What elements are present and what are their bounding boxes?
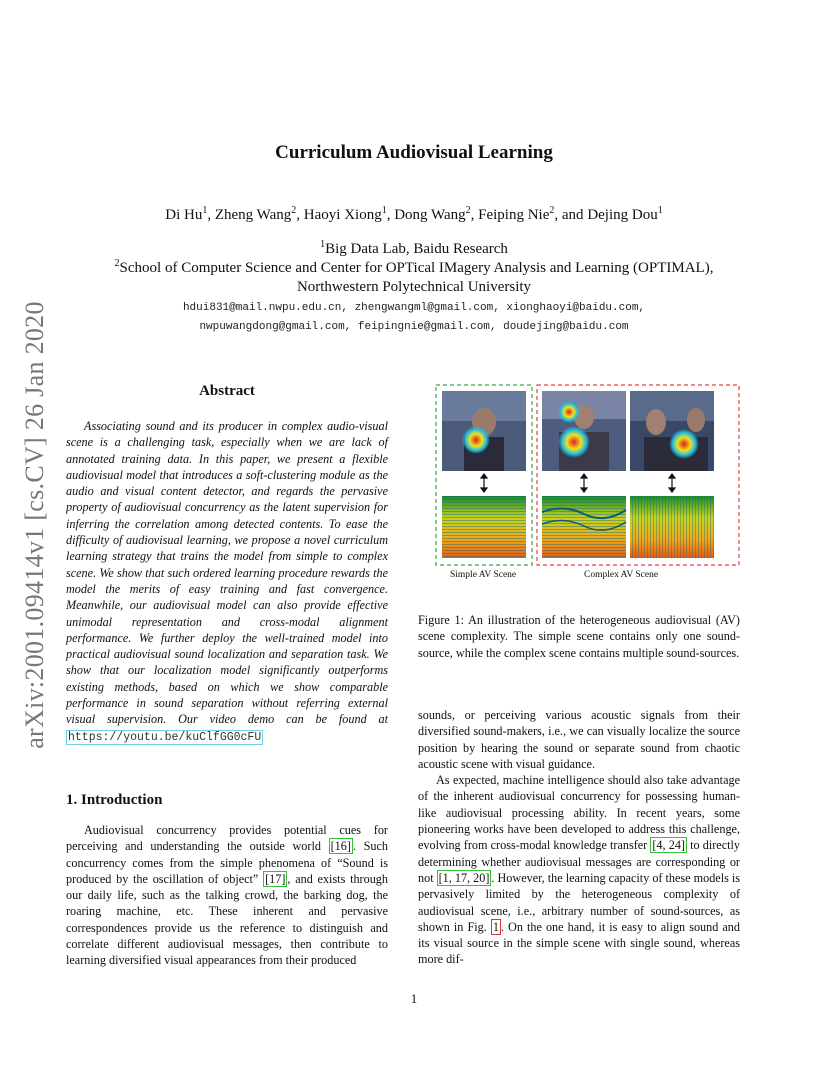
intro-text: Audiovisual concurrency provides potential cues for perceiving and understanding the outside world	[66, 823, 388, 854]
simple-scene-image	[442, 391, 526, 471]
paper-title: Curriculum Audiovisual Learning	[275, 142, 553, 163]
author-affiliation-mark: 2	[465, 205, 471, 216]
affiliation-2-line-2: Northwestern Polytechnical University	[296, 279, 532, 295]
author-list: Di Hu$^1$, Zheng Wang$^2$, Haoyi Xiong$^1$, Dong Wang$^2$, Feiping Nie$^2$, and Dejing Dou$^1$	[165, 205, 663, 223]
complex-scene-image-1	[542, 391, 626, 471]
arxiv-stamp	[10, 290, 60, 760]
affiliation-text: Big Data Lab, Baidu Research	[325, 241, 508, 257]
figure-label-simple: Simple AV Scene	[450, 570, 517, 580]
complex-scene-spectrogram-2	[630, 496, 714, 558]
body-text: . However, the learning capacity of these models is pervasively limited by the heterogeneous complexity of audiovisual scene, i.e., arbitrary number of sound-sources, as shown in Fig.	[418, 870, 740, 934]
author-name: Dong Wang	[394, 207, 466, 223]
abstract-heading: Abstract	[199, 383, 255, 399]
figure-1-caption: Figure 1: An illustration of the heterogeneous audiovisual (AV) scene complexity. The simple scene contains only one sound-source, while the complex scene contains multiple sound-sources.	[418, 613, 740, 660]
simple-scene-spectrogram	[442, 496, 526, 558]
citation-link[interactable]: [16]	[330, 839, 351, 854]
email-line-2: nwpuwangdong@gmail.com, feipingnie@gmail.com, doudejing@baidu.com	[199, 321, 629, 333]
paragraph-continuation: sounds, or perceiving various acoustic signals from their diversified sound-makers, i.e., we can visually localize the source position by hearing the sound or separate sound from chaotic acoustic scene with visual guidance.	[418, 708, 740, 771]
author-name: Feiping Nie	[478, 207, 550, 223]
figure-1	[434, 382, 744, 582]
correspondence-arrows	[481, 474, 675, 492]
affiliation-mark: 1	[320, 239, 326, 250]
complex-scene-image-2	[630, 391, 714, 471]
author-name: Di Hu	[165, 207, 203, 223]
figure-label-complex: Complex AV Scene	[584, 570, 659, 580]
affiliation-2	[0, 260, 828, 277]
section-heading-introduction: 1. Introduction	[66, 792, 163, 808]
affiliation-1	[0, 241, 828, 258]
author-affiliation-mark: 1	[657, 205, 663, 216]
author-affiliation-mark: 2	[291, 205, 297, 216]
affiliation-text: School of Computer Science and Center for OPTical IMagery Analysis and Learning (OPTIMAL),	[119, 260, 714, 276]
affiliation-mark: 2	[114, 258, 120, 269]
page-number: 1	[410, 991, 418, 1006]
citation-link[interactable]: [17]	[265, 871, 286, 886]
figure-reference-link[interactable]: 1	[492, 919, 499, 934]
body-text: As expected, machine intelligence should also take advantage of the inherent audiovisual concurrency for possessing human-like audiovisual processing ability. In recent years, some pioneering works have been developed to address this challenge, evolving from cross-modal knowledge transfer	[418, 773, 740, 853]
author-affiliation-mark: 1	[202, 205, 208, 216]
video-demo-link[interactable]: https://youtu.be/kuClfGG0cFU	[68, 730, 262, 744]
body-text: . On the one hand, it is easy to align sound and its visual source in the simple scene with single sound, whereas more dif-	[418, 919, 740, 967]
author-name: Dejing Dou	[587, 207, 658, 223]
complex-scene-spectrogram-1	[542, 496, 626, 558]
right-column-body	[418, 707, 740, 968]
author-name: Haoyi Xiong	[303, 207, 382, 223]
introduction-body	[66, 822, 388, 969]
abstract-text: Associating sound and its producer in complex audio-visual scene is a challenging task, especially when we are lack of annotated training data. In this paper, we present a flexible audiovisual model that introduces a soft-clustering module as the audio and visual content detector, and regards the pervasive property of audiovisual concurrency as the latent supervision for inferring the correlation among detected contents. To ease the difficulty of audiovisual learning, we propose a novel curriculum learning strategy that trains the model from simple to complex scene. We show that such ordered learning procedure rewards the model the merits of easy training and fast convergence. Meanwhile, our audiovisual model can also provide effective unimodal representation and cross-modal alignment performance. We further deploy the well-trained model into practical audiovisual sound localization and separation task. We show that our localization model significantly outperforms existing methods, based on which we show comparable performance in sound separation without referring external visual supervision. Our video demo can be found at	[66, 419, 388, 727]
arxiv-stamp-text: arXiv:2001.09414v1 [cs.CV] 26 Jan 2020	[20, 301, 49, 749]
author-affiliation-mark: 1	[381, 205, 387, 216]
citation-link[interactable]: [4, 24]	[652, 838, 685, 853]
intro-text: . Such concurrency comes from the simple phenomena of “Sound is produced by the oscillation of object”	[66, 839, 389, 886]
body-text: to directly determining whether audiovisual messages are corresponding or not	[418, 838, 740, 885]
author-name: Zheng Wang	[214, 207, 292, 223]
email-line-1: hdui831@mail.nwpu.edu.cn, zhengwangml@gmail.com, xionghaoyi@baidu.com,	[182, 302, 646, 314]
citation-link[interactable]: [1, 17, 20]	[438, 870, 490, 885]
intro-text: , and exists through our daily life, such as the talking crowd, the barking dog, the roaring machine, etc. These inherent and pervasive correspondences provide us the reference to distinguish and correlate different audiovisual messages, then contribute to learning diversified visual appearances from their produced	[66, 871, 388, 968]
abstract-body	[66, 418, 388, 746]
author-affiliation-mark: 2	[549, 205, 555, 216]
